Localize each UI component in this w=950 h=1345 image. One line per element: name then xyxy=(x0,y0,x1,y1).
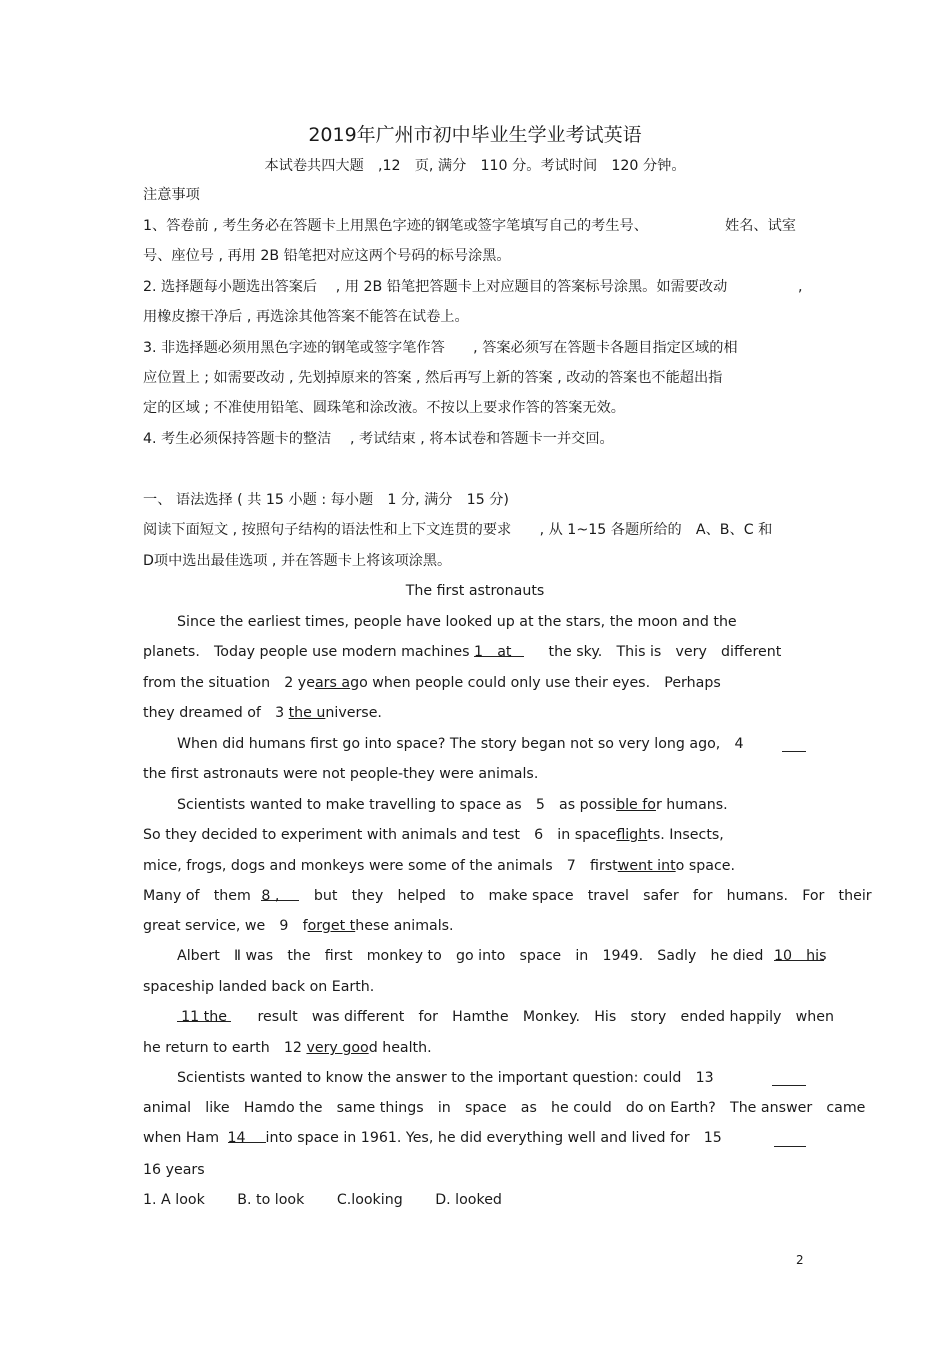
blank-7: went int xyxy=(617,858,676,874)
blank-13 xyxy=(772,1084,806,1086)
note-1-line-b: 号、座位号 , 再用 2B 铅笔把对应这两个号码的标号涂黑。 xyxy=(143,248,511,264)
passage-line-2 xyxy=(143,642,781,662)
blank-15 xyxy=(774,1145,806,1147)
passage-text: So they decided to experiment with animals and test 6 in space xyxy=(143,827,617,843)
note-2-line-a: 2. 选择题每小题选出答案后 , 用 2B 铅笔把答题卡上对应题目的答案标号涂黑。如需要改动 xyxy=(143,279,728,295)
exam-info: 本试卷共四大题 ,12 页, 满分 110 分。考试时间 120 分钟。 xyxy=(264,158,686,174)
passage-line-16: Scientists wanted to know the answer to the important question: could 13 xyxy=(177,1070,714,1086)
note-1-line-a: 1、答卷前 , 考生务必在答题卡上用黑色字迹的钢笔或签字笔填写自己的考生号、 xyxy=(143,218,648,234)
blank-14-label: 14 xyxy=(227,1130,246,1146)
blank-10 xyxy=(773,946,827,964)
passage-title: The first astronauts xyxy=(405,583,545,599)
option-b: B. to look xyxy=(237,1192,305,1208)
question-1-options xyxy=(143,1190,530,1210)
passage-text: but they helped to make space travel safer for humans. For their xyxy=(313,888,872,904)
passage-line-1: Since the earliest times, people have looked up at the stars, the moon and the xyxy=(177,614,737,630)
passage-line-17: animal like Hamdo the same things in space as he could do on Earth? The answer came xyxy=(143,1100,866,1116)
passage-text: ts. Insects, xyxy=(647,827,724,843)
option-c: C.looking xyxy=(336,1192,403,1208)
passage-text: r humans. xyxy=(655,797,728,813)
passage-line-4 xyxy=(143,703,382,723)
blank-11-label: 11 xyxy=(181,1009,200,1025)
passage-line-8 xyxy=(143,825,724,845)
passage-text: go when people could only use their eyes. Perhaps xyxy=(350,675,721,691)
blank-6: fligh xyxy=(616,827,648,843)
passage-text: niverse. xyxy=(325,705,382,721)
section-instructions-a: 阅读下面短文 , 按照句子结构的语法性和上下文连贯的要求 , 从 1~15 各题所给的 A、B、C 和 xyxy=(143,522,773,538)
passage-text: they dreamed of 3 xyxy=(143,705,285,721)
note-2-line-b: 用橡皮擦干净后 , 再选涂其他答案不能答在试卷上。 xyxy=(143,309,469,325)
blank-12: very goo xyxy=(306,1040,369,1056)
note-1-line-a-tail: 姓名、试室 xyxy=(725,218,796,234)
passage-line-3 xyxy=(143,673,721,693)
note-3-line-b: 应位置上 ; 如需要改动 , 先划掉原来的答案 , 然后再写上新的答案 , 改动的答案也不能超出指 xyxy=(143,370,723,386)
page-title: 2019年广州市初中毕业生学业考试英语 xyxy=(308,124,642,146)
passage-text: he return to earth 12 xyxy=(143,1040,302,1056)
passage-text: Albert Ⅱ was the first monkey to go into space in 1949. Sadly he died xyxy=(177,948,764,964)
passage-line-5: When did humans first go into space? The story began not so very long ago, 4 xyxy=(177,736,744,752)
passage-line-19: 16 years xyxy=(143,1162,205,1178)
note-2-line-a-tail: , xyxy=(798,279,803,295)
blank-1-label: 1 at xyxy=(473,644,512,660)
page-number: 2 xyxy=(796,1253,804,1267)
blank-9: orget t xyxy=(307,918,356,934)
passage-text: great service, we 9 f xyxy=(143,918,308,934)
passage-line-18 xyxy=(143,1128,722,1148)
blank-11 xyxy=(177,1007,231,1025)
section-instructions-b: D项中选出最佳选项 , 并在答题卡上将该项涂黑。 xyxy=(143,553,452,569)
passage-line-14 xyxy=(177,1007,834,1027)
passage-text: when Ham xyxy=(143,1130,220,1146)
blank-14 xyxy=(227,1128,266,1146)
blank-5: ble fo xyxy=(616,797,656,813)
blank-2: ars a xyxy=(314,675,351,691)
passage-line-11 xyxy=(143,916,454,936)
option-d: D. looked xyxy=(435,1192,502,1208)
blank-1 xyxy=(473,642,524,660)
passage-text: hese animals. xyxy=(355,918,454,934)
blank-4 xyxy=(782,750,806,752)
passage-line-13: spaceship landed back on Earth. xyxy=(143,979,375,995)
note-3-line-c: 定的区域 ; 不准使用铅笔、圆珠笔和涂改液。不按以上要求作答的答案无效。 xyxy=(143,400,625,416)
blank-10-label: 10 his xyxy=(773,948,827,964)
passage-text: o space. xyxy=(675,858,735,874)
passage-text: the sky. This is very different xyxy=(548,644,782,660)
passage-text: result was different for Hamthe Monkey. His story ended happily when xyxy=(257,1009,834,1025)
blank-8 xyxy=(261,886,299,904)
passage-line-9 xyxy=(143,856,735,876)
notes-heading: 注意事项 xyxy=(143,187,200,203)
passage-line-6: the first astronauts were not people-they were animals. xyxy=(143,766,539,782)
passage-text: Scientists wanted to make travelling to space as 5 as possi xyxy=(177,797,617,813)
blank-3: the u xyxy=(288,705,326,721)
passage-text: from the situation 2 ye xyxy=(143,675,315,691)
passage-line-7 xyxy=(177,795,728,815)
note-4: 4. 考生必须保持答题卡的整洁 , 考试结束 , 将本试卷和答题卡一并交回。 xyxy=(143,431,614,447)
note-3-line-a: 3. 非选择题必须用黑色字迹的钢笔或签字笔作答 , 答案必须写在答题卡各题目指定区域的相 xyxy=(143,340,738,356)
passage-text: Many of them xyxy=(143,888,251,904)
passage-text: mice, frogs, dogs and monkeys were some of the animals 7 first xyxy=(143,858,618,874)
passage-line-15 xyxy=(143,1038,432,1058)
option-a: 1. A look xyxy=(143,1192,205,1208)
passage-text: into space in 1961. Yes, he did everything well and lived for 15 xyxy=(265,1130,722,1146)
passage-line-12 xyxy=(177,946,827,966)
passage-text: d health. xyxy=(368,1040,432,1056)
passage-text: planets. Today people use modern machines xyxy=(143,644,470,660)
passage-line-10 xyxy=(143,886,872,906)
section-heading: 一、 语法选择 ( 共 15 小题 : 每小题 1 分, 满分 15 分) xyxy=(143,492,509,508)
blank-8-label: 8 , xyxy=(261,888,280,904)
blank-11-word: the xyxy=(203,1009,227,1025)
